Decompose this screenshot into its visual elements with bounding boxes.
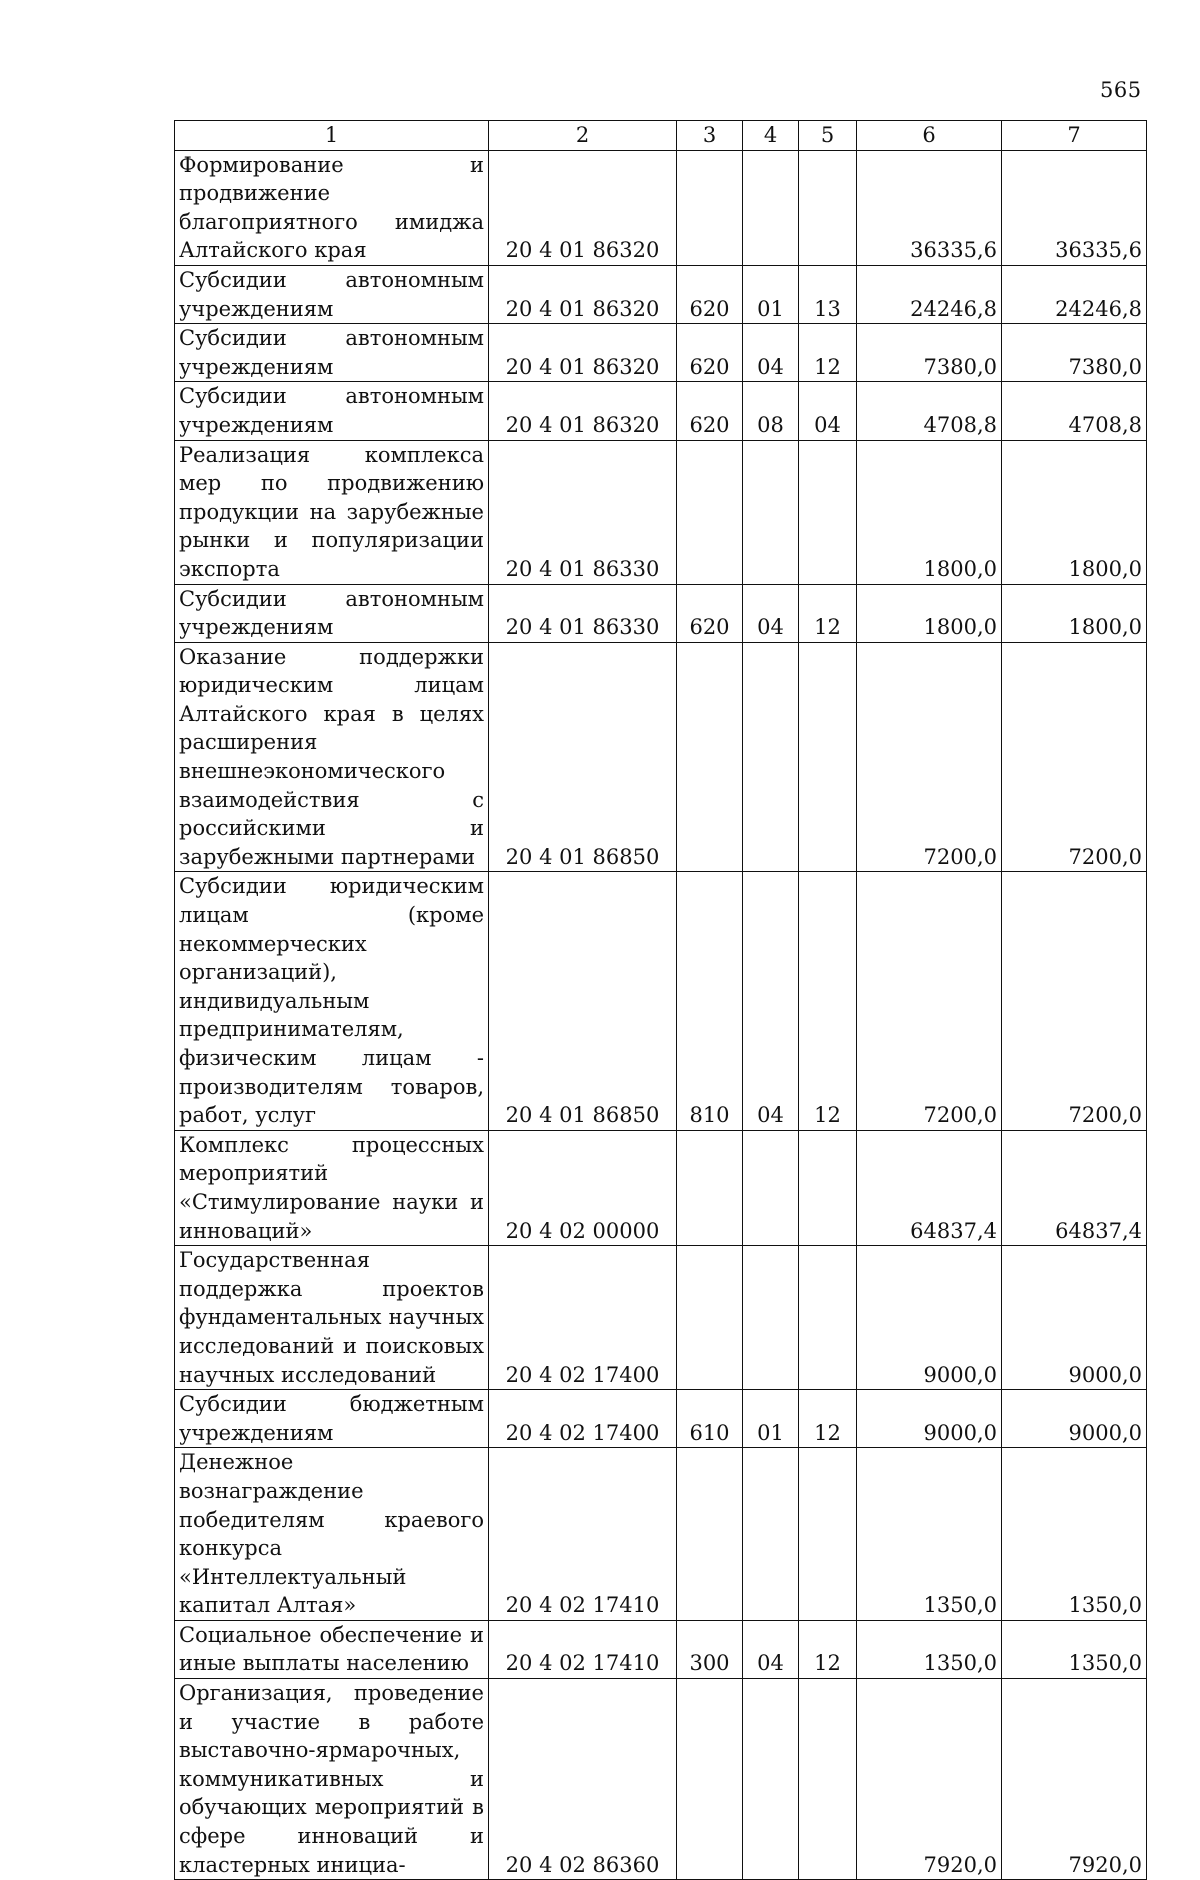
row-name: Государственная поддержка проектов фундаментальных научных исследований и поисковых научных исследований <box>175 1246 489 1390</box>
row-value-7: 9000,0 <box>1002 1246 1147 1390</box>
row-col-5 <box>799 440 857 584</box>
row-code: 20 4 02 86360 <box>489 1679 677 1880</box>
row-code: 20 4 02 17410 <box>489 1620 677 1678</box>
row-name: Формирование и продвижение благоприятного имиджа Алтайского края <box>175 150 489 265</box>
row-name: Реализация комплекса мер по продвижению продукции на зарубежные рынки и популяризации экспорта <box>175 440 489 584</box>
row-value-7: 1350,0 <box>1002 1448 1147 1621</box>
row-value-6: 4708,8 <box>857 382 1002 440</box>
table-row <box>175 1679 1147 1880</box>
row-value-6: 1350,0 <box>857 1448 1002 1621</box>
row-value-7: 1800,0 <box>1002 584 1147 642</box>
row-value-6: 24246,8 <box>857 265 1002 323</box>
row-col-4 <box>743 1130 799 1245</box>
header-col-1: 1 <box>175 121 489 151</box>
row-col-4 <box>743 1246 799 1390</box>
row-col-3 <box>677 1130 743 1245</box>
header-col-5: 5 <box>799 121 857 151</box>
table-row <box>175 382 1147 440</box>
row-code: 20 4 02 17400 <box>489 1390 677 1448</box>
row-code: 20 4 01 86330 <box>489 440 677 584</box>
row-col-3 <box>677 1679 743 1880</box>
row-value-7: 7200,0 <box>1002 872 1147 1130</box>
table-row <box>175 642 1147 872</box>
table-row <box>175 872 1147 1130</box>
row-col-3 <box>677 1448 743 1621</box>
row-col-4 <box>743 1448 799 1621</box>
row-value-6: 7380,0 <box>857 324 1002 382</box>
row-col-5 <box>799 1448 857 1621</box>
row-col-5 <box>799 642 857 872</box>
row-col-4: 04 <box>743 1620 799 1678</box>
row-code: 20 4 01 86320 <box>489 382 677 440</box>
row-name: Организация, проведение и участие в работе выставочно-ярмарочных, коммуникативных и обучающих мероприятий в сфере инноваций и кластерных инициа- <box>175 1679 489 1880</box>
row-value-7: 9000,0 <box>1002 1390 1147 1448</box>
row-col-4: 04 <box>743 324 799 382</box>
row-name: Субсидии автономным учреждениям <box>175 324 489 382</box>
table-row <box>175 1130 1147 1245</box>
row-col-4: 01 <box>743 265 799 323</box>
row-name: Комплекс процессных мероприятий «Стимулирование науки и инноваций» <box>175 1130 489 1245</box>
row-code: 20 4 02 00000 <box>489 1130 677 1245</box>
header-col-3: 3 <box>677 121 743 151</box>
row-name: Субсидии бюджетным учреждениям <box>175 1390 489 1448</box>
row-name: Оказание поддержки юридическим лицам Алтайского края в целях расширения внешнеэкономического взаимодействия с российскими и зарубежными партнерами <box>175 642 489 872</box>
header-col-4: 4 <box>743 121 799 151</box>
row-value-6: 7200,0 <box>857 642 1002 872</box>
row-col-4: 04 <box>743 872 799 1130</box>
row-value-6: 7920,0 <box>857 1679 1002 1880</box>
row-col-4 <box>743 150 799 265</box>
row-col-3: 620 <box>677 265 743 323</box>
table-row <box>175 584 1147 642</box>
row-col-3 <box>677 440 743 584</box>
row-name: Субсидии автономным учреждениям <box>175 382 489 440</box>
row-code: 20 4 01 86330 <box>489 584 677 642</box>
row-value-6: 64837,4 <box>857 1130 1002 1245</box>
row-code: 20 4 02 17400 <box>489 1246 677 1390</box>
row-value-7: 1800,0 <box>1002 440 1147 584</box>
row-col-3 <box>677 642 743 872</box>
row-value-6: 7200,0 <box>857 872 1002 1130</box>
table-header <box>175 121 1147 151</box>
row-name: Субсидии автономным учреждениям <box>175 265 489 323</box>
row-col-5: 12 <box>799 1620 857 1678</box>
row-col-3 <box>677 150 743 265</box>
row-col-4 <box>743 642 799 872</box>
row-value-6: 1350,0 <box>857 1620 1002 1678</box>
header-col-2: 2 <box>489 121 677 151</box>
row-col-4 <box>743 1679 799 1880</box>
page-number: 565 <box>1100 78 1142 102</box>
row-code: 20 4 01 86320 <box>489 265 677 323</box>
table-row <box>175 1620 1147 1678</box>
table-row <box>175 150 1147 265</box>
row-code: 20 4 02 17410 <box>489 1448 677 1621</box>
row-name: Социальное обеспечение и иные выплаты населению <box>175 1620 489 1678</box>
row-col-3: 620 <box>677 584 743 642</box>
table-row <box>175 1246 1147 1390</box>
row-col-5: 04 <box>799 382 857 440</box>
row-value-7: 4708,8 <box>1002 382 1147 440</box>
row-col-3: 810 <box>677 872 743 1130</box>
row-value-6: 9000,0 <box>857 1246 1002 1390</box>
row-name: Денежное вознаграждение победителям краевого конкурса «Интеллектуальный капитал Алтая» <box>175 1448 489 1621</box>
row-col-4: 08 <box>743 382 799 440</box>
row-col-3: 620 <box>677 382 743 440</box>
row-value-6: 1800,0 <box>857 584 1002 642</box>
row-value-6: 9000,0 <box>857 1390 1002 1448</box>
table-row <box>175 440 1147 584</box>
table-row <box>175 1390 1147 1448</box>
row-col-5 <box>799 1246 857 1390</box>
budget-table <box>174 120 1147 1880</box>
table-row <box>175 324 1147 382</box>
row-value-7: 7920,0 <box>1002 1679 1147 1880</box>
row-col-3: 610 <box>677 1390 743 1448</box>
row-code: 20 4 01 86850 <box>489 872 677 1130</box>
table-row <box>175 265 1147 323</box>
row-col-4: 04 <box>743 584 799 642</box>
row-value-7: 64837,4 <box>1002 1130 1147 1245</box>
row-value-6: 36335,6 <box>857 150 1002 265</box>
header-row <box>175 121 1147 151</box>
row-value-6: 1800,0 <box>857 440 1002 584</box>
row-value-7: 24246,8 <box>1002 265 1147 323</box>
row-col-5 <box>799 1130 857 1245</box>
row-col-3: 620 <box>677 324 743 382</box>
row-col-4: 01 <box>743 1390 799 1448</box>
row-code: 20 4 01 86320 <box>489 324 677 382</box>
row-name: Субсидии автономным учреждениям <box>175 584 489 642</box>
row-col-5: 12 <box>799 1390 857 1448</box>
row-col-5: 12 <box>799 872 857 1130</box>
row-col-3: 300 <box>677 1620 743 1678</box>
row-value-7: 36335,6 <box>1002 150 1147 265</box>
table-body <box>175 150 1147 1880</box>
header-col-7: 7 <box>1002 121 1147 151</box>
row-col-3 <box>677 1246 743 1390</box>
row-col-5: 13 <box>799 265 857 323</box>
table-row <box>175 1448 1147 1621</box>
row-value-7: 7380,0 <box>1002 324 1147 382</box>
row-col-5: 12 <box>799 584 857 642</box>
row-col-4 <box>743 440 799 584</box>
row-value-7: 1350,0 <box>1002 1620 1147 1678</box>
row-code: 20 4 01 86320 <box>489 150 677 265</box>
row-col-5 <box>799 150 857 265</box>
row-col-5 <box>799 1679 857 1880</box>
row-col-5: 12 <box>799 324 857 382</box>
row-code: 20 4 01 86850 <box>489 642 677 872</box>
header-col-6: 6 <box>857 121 1002 151</box>
row-value-7: 7200,0 <box>1002 642 1147 872</box>
row-name: Субсидии юридическим лицам (кроме некоммерческих организаций), индивидуальным предпринимателям, физическим лицам - производителям товаров, работ, услуг <box>175 872 489 1130</box>
